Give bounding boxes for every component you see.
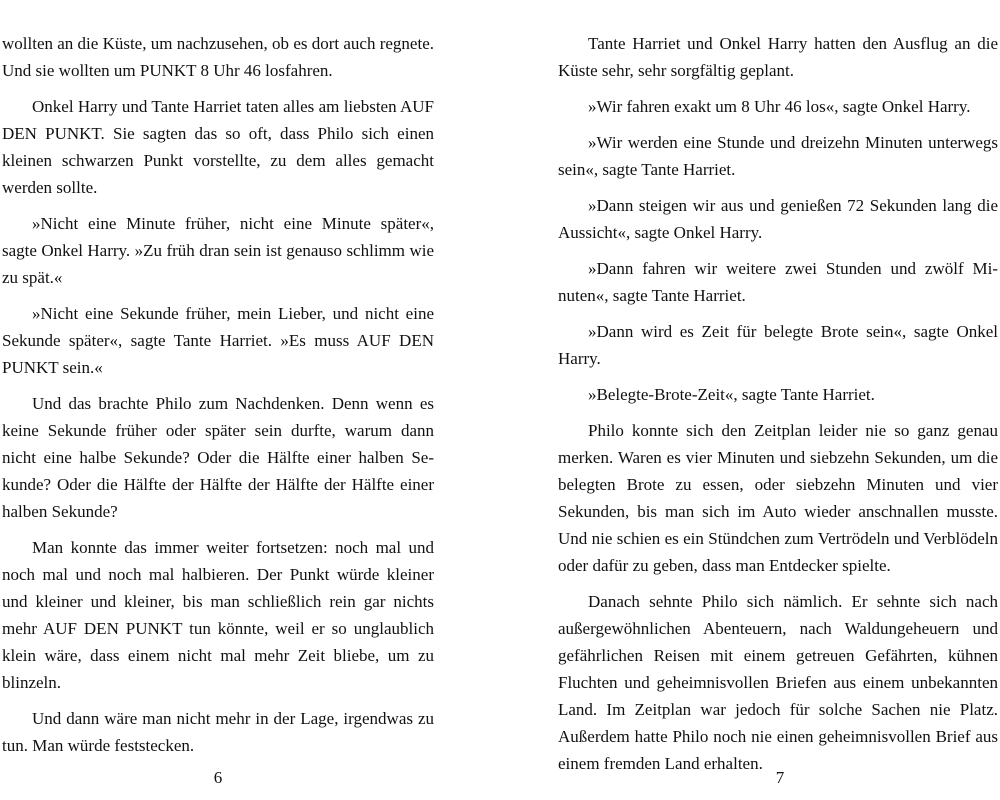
paragraph: Philo konnte sich den Zeitplan leider nie so ganz genau merken. Waren es vier Minuten und siebzehn Sekunden, um die belegten Brote zu essen, oder siebzehn Minuten und vier Sekunden, bis man sich im Auto wieder anschnallen musste. Und nie schien es ein Stündchen zum Vertrödeln und Verblödeln oder dafür zu geben, dass man Entdecker spielte. [558,421,998,575]
paragraph: Man konnte das immer weiter fortsetzen: noch mal und noch mal und noch mal halbieren. Der Punkt würde kleiner und kleiner und kleiner, bis man schließlich rein gar nichts mehr AUF DEN PUNKT tun könnte, weil er so unglaublich klein wäre, dass einem nicht mal mehr Zeit bliebe, um zu blinzeln. [2,538,434,692]
paragraph: »Nicht eine Minute früher, nicht eine Minute später«, sagte Onkel Harry. »Zu früh dran sein ist genauso schlimm wie zu spät.« [2,214,434,287]
paragraph: wollten an die Küste, um nachzusehen, ob es dort auch regnete. Und sie wollten um PUNKT 8 Uhr 46 losfahren. [2,34,434,80]
left-page-number: 6 [213,768,223,787]
paragraph: »Dann wird es Zeit für belegte Brote sein«, sagte Onkel Harry. [558,322,998,368]
paragraph: Und dann wäre man nicht mehr in der Lage, irgendwas zu tun. Man würde feststecken. [2,709,434,755]
paragraph: »Wir fahren exakt um 8 Uhr 46 los«, sagte Onkel Harry. [588,97,971,116]
left-page [2,30,434,787]
right-page [558,30,998,787]
right-page-number: 7 [775,768,785,787]
paragraph: »Belegte-Brote-Zeit«, sagte Tante Harriet. [588,385,875,404]
paragraph: »Dann steigen wir aus und genießen 72 Sekunden lang die Aussicht«, sagte Onkel Harry. [558,196,998,242]
paragraph: Und das brachte Philo zum Nachdenken. Denn wenn es keine Sekunde früher oder später sein durfte, warum dann nicht eine halbe Sekunde? Oder die Hälfte einer halben Sekunde? Oder die Hälfte der Hälfte der Hälfte der Hälfte einer halben Sekunde? [2,394,434,521]
paragraph: Danach sehnte Philo sich nämlich. Er sehnte sich nach außergewöhnlichen Abenteuern, nach Waldungeheuern und gefährlichen Reisen mit einem getreuen Gefährten, kühnen Fluchten und geheimnisvollen Briefen aus einem unbekannten Land. Im Zeitplan war jedoch für solche Sachen nie Platz. Außerdem hatte Philo noch nie einen geheimnisvollen Brief aus einem fremden Land erhalten. [558,592,998,773]
paragraph: »Dann fahren wir weitere zwei Stunden und zwölf Minuten«, sagte Tante Harriet. [558,259,998,305]
paragraph: »Wir werden eine Stunde und dreizehn Minuten unterwegs sein«, sagte Tante Harriet. [558,133,998,179]
paragraph: Tante Harriet und Onkel Harry hatten den Ausflug an die Küste sehr, sehr sorgfältig geplant. [558,34,998,80]
right-page-text [558,30,998,777]
paragraph: Onkel Harry und Tante Harriet taten alles am liebsten AUF DEN PUNKT. Sie sagten das so oft, dass Philo sich einen kleinen schwarzen Punkt vorstellte, zu dem alles gemacht werden sollte. [2,97,434,197]
left-page-text [2,30,434,759]
paragraph: »Nicht eine Sekunde früher, mein Lieber, und nicht eine Sekunde später«, sagte Tante Harriet. »Es muss AUF DEN PUNKT sein.« [2,304,434,377]
